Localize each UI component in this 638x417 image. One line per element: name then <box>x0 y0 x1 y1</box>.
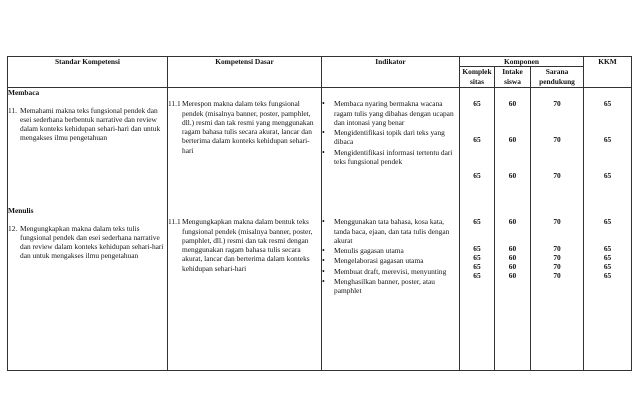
indikator-item <box>322 256 459 265</box>
kd-text: Merespon makna dalam teks fungsional pendek (misalnya banner, poster, pamphlet, dll.) resmi dan tak resmi yang menggunakan ragam bahasa tulis secara akurat, lancar dan berterima dalam konteks kehidupan sehari-hari <box>182 99 314 155</box>
indikator-item <box>322 267 459 276</box>
intake-value: 60 <box>508 135 517 145</box>
sk-number: 11. <box>8 105 17 115</box>
kompleksitas-value: 65 <box>473 262 481 272</box>
sarana-value: 70 <box>553 99 561 109</box>
indikator-item <box>322 99 459 127</box>
section-values <box>531 88 583 206</box>
kompleksitas-value: 65 <box>473 271 481 281</box>
kkm-value <box>584 162 631 171</box>
column-kompleksitas <box>460 88 495 371</box>
sarana-value: 70 <box>553 135 561 145</box>
indikator-text: Menulis gagasan utama <box>334 246 404 255</box>
intake-value: 60 <box>508 262 517 272</box>
kompetensi-dasar-item <box>168 217 321 273</box>
column-standar-kompetensi <box>8 88 168 371</box>
indikator-item <box>322 128 459 147</box>
kd-number: 11.1 <box>168 99 181 109</box>
sarana-value <box>531 126 583 135</box>
kkm-value <box>584 144 631 153</box>
kompleksitas-value <box>460 153 494 162</box>
kkm-value <box>584 126 631 135</box>
kkm-value: 65 <box>603 135 612 145</box>
section-values <box>584 206 631 356</box>
bullet-icon: • <box>322 246 325 255</box>
sk-text: Mengungkapkan makna dalam teks tulis fungsional pendek dan esei sederhana narrative dan review dalam konteks kehidupan sehari-hari dan untuk mengakses ilmu pengetahuan <box>20 223 164 261</box>
indikator-item <box>322 277 459 296</box>
kompetensi-dasar-item <box>168 99 321 155</box>
indikator-text: Membaca nyaring bermakna wacana ragam tulis yang dibahas dengan ucapan dan intonasi yang benar <box>334 99 454 127</box>
kompleksitas-value <box>460 162 494 171</box>
kd-text: Mengungkapkan makna dalam bentuk teks fungsional pendek (misalnya banner, poster, pamphlet, dll.) resmi dan tak resmi dengan menggunakan ragam bahasa tulis secara akurat, lancar dan berterima dalam konteks kehidupan sehari-hari <box>182 217 313 273</box>
section-values <box>495 206 530 356</box>
standar-kompetensi-item <box>8 106 167 143</box>
section-values <box>531 206 583 356</box>
kompleksitas-value: 65 <box>473 244 481 254</box>
sarana-value <box>531 162 583 171</box>
kompleksitas-value <box>460 235 494 244</box>
intake-value <box>495 144 530 153</box>
kompleksitas-value: 65 <box>473 171 481 181</box>
header-sarana-pendukung: Sarana pendukung <box>531 67 584 88</box>
kompleksitas-value: 65 <box>473 217 481 227</box>
sarana-value: 70 <box>553 217 561 227</box>
kompleksitas-value <box>460 108 494 117</box>
sarana-value: 70 <box>553 262 561 272</box>
header-komponen: Komponen <box>460 57 584 67</box>
kkm-value <box>584 117 631 126</box>
section-title: Menulis <box>8 206 34 216</box>
intake-value <box>495 126 530 135</box>
column-intake-siswa <box>495 88 531 371</box>
kkm-value <box>584 153 631 162</box>
bullet-icon: • <box>322 266 325 276</box>
section-values <box>495 88 530 206</box>
section-title: Membaca <box>8 88 40 98</box>
indikator-text: Mengidentifikasi topik dari teks yang dibaca <box>334 128 445 147</box>
indikator-list <box>322 99 459 166</box>
indikator-text: Menggunakan tata bahasa, kosa kata, tanda baca, ejaan, dan tata tulis dengan akurat <box>334 217 450 245</box>
kompleksitas-value: 65 <box>473 135 481 145</box>
kkm-value: 65 <box>603 253 612 263</box>
kompleksitas-value: 65 <box>473 99 481 109</box>
bullet-icon: • <box>322 217 325 227</box>
header-intake-siswa: Intake siswa <box>495 67 531 88</box>
bullet-icon: • <box>322 147 325 157</box>
indikator-text: Mengidentifikasi informasi tertentu dari teks fungsional pendek <box>334 147 453 166</box>
intake-value: 60 <box>508 99 517 109</box>
table-body-row <box>8 88 632 371</box>
section-block <box>8 206 167 356</box>
sarana-value <box>531 144 583 153</box>
kkm-value <box>584 108 631 117</box>
indikator-text: Menghasilkan banner, poster, atau pamphlet <box>334 276 435 295</box>
indikator-item <box>322 246 459 255</box>
header-indikator: Indikator <box>322 57 460 88</box>
indikator-list <box>322 217 459 295</box>
kkm-value: 65 <box>603 271 612 281</box>
section-block <box>322 88 459 206</box>
indikator-item <box>322 217 459 245</box>
header-kkm: KKM <box>584 57 632 88</box>
intake-value <box>495 235 530 244</box>
kompleksitas-value <box>460 117 494 126</box>
section-values <box>460 88 494 206</box>
sk-number: 12. <box>8 223 18 233</box>
intake-value: 60 <box>508 171 517 181</box>
kkm-value <box>584 226 631 235</box>
kompleksitas-value: 65 <box>473 253 481 263</box>
header-kompleksitas: Komplek sitas <box>460 67 495 88</box>
column-kompetensi-dasar <box>168 88 322 371</box>
indikator-text: Mengelaborasi gagasan utama <box>334 256 424 266</box>
indikator-item <box>322 148 459 167</box>
kkm-value: 65 <box>603 244 612 254</box>
bullet-icon: • <box>322 256 325 266</box>
sarana-value: 70 <box>553 253 561 263</box>
section-block <box>168 206 321 356</box>
intake-value <box>495 226 530 235</box>
kompleksitas-value <box>460 126 494 135</box>
sarana-value: 70 <box>553 171 561 181</box>
kd-number: 11.1 <box>168 217 181 227</box>
kkm-value: 65 <box>603 262 612 272</box>
bullet-icon: • <box>322 99 325 109</box>
kompleksitas-value <box>460 226 494 235</box>
section-block <box>322 206 459 356</box>
kkm-table <box>7 56 632 371</box>
sk-text: Memahami makna teks fungsional pendek dan esei sederhana berbentuk narrative dan review dalam konteks kehidupan sehari-hari dan untuk mengakses ilmu pengetahuan <box>20 105 161 143</box>
sarana-value <box>531 153 583 162</box>
intake-value <box>495 117 530 126</box>
section-values <box>584 88 631 206</box>
column-indikator <box>322 88 460 371</box>
intake-value: 60 <box>508 253 517 263</box>
kkm-value: 65 <box>603 99 612 109</box>
header-kompetensi-dasar: Kompetensi Dasar <box>168 57 322 88</box>
intake-value: 60 <box>508 244 517 254</box>
column-sarana-pendukung <box>531 88 584 371</box>
kompleksitas-value <box>460 144 494 153</box>
intake-value: 60 <box>508 217 517 227</box>
standar-kompetensi-item <box>8 224 167 261</box>
section-block <box>168 88 321 206</box>
sarana-value <box>531 117 583 126</box>
indikator-text: Membuat draft, merevisi, menyunting <box>334 266 447 276</box>
bullet-icon: • <box>322 128 325 137</box>
sarana-value <box>531 235 583 244</box>
bullet-icon: • <box>322 276 325 286</box>
sarana-value <box>531 108 583 117</box>
intake-value <box>495 153 530 162</box>
column-kkm <box>584 88 632 371</box>
header-standar-kompetensi: Standar Kompetensi <box>8 57 168 88</box>
sarana-value: 70 <box>553 271 561 281</box>
kkm-value <box>584 235 631 244</box>
kkm-value: 65 <box>603 171 612 181</box>
section-values <box>460 206 494 356</box>
sarana-value <box>531 226 583 235</box>
intake-value <box>495 162 530 171</box>
intake-value: 60 <box>508 271 517 281</box>
sarana-value: 70 <box>553 244 561 254</box>
kkm-value: 65 <box>603 217 612 227</box>
intake-value <box>495 108 530 117</box>
section-block <box>8 88 167 206</box>
